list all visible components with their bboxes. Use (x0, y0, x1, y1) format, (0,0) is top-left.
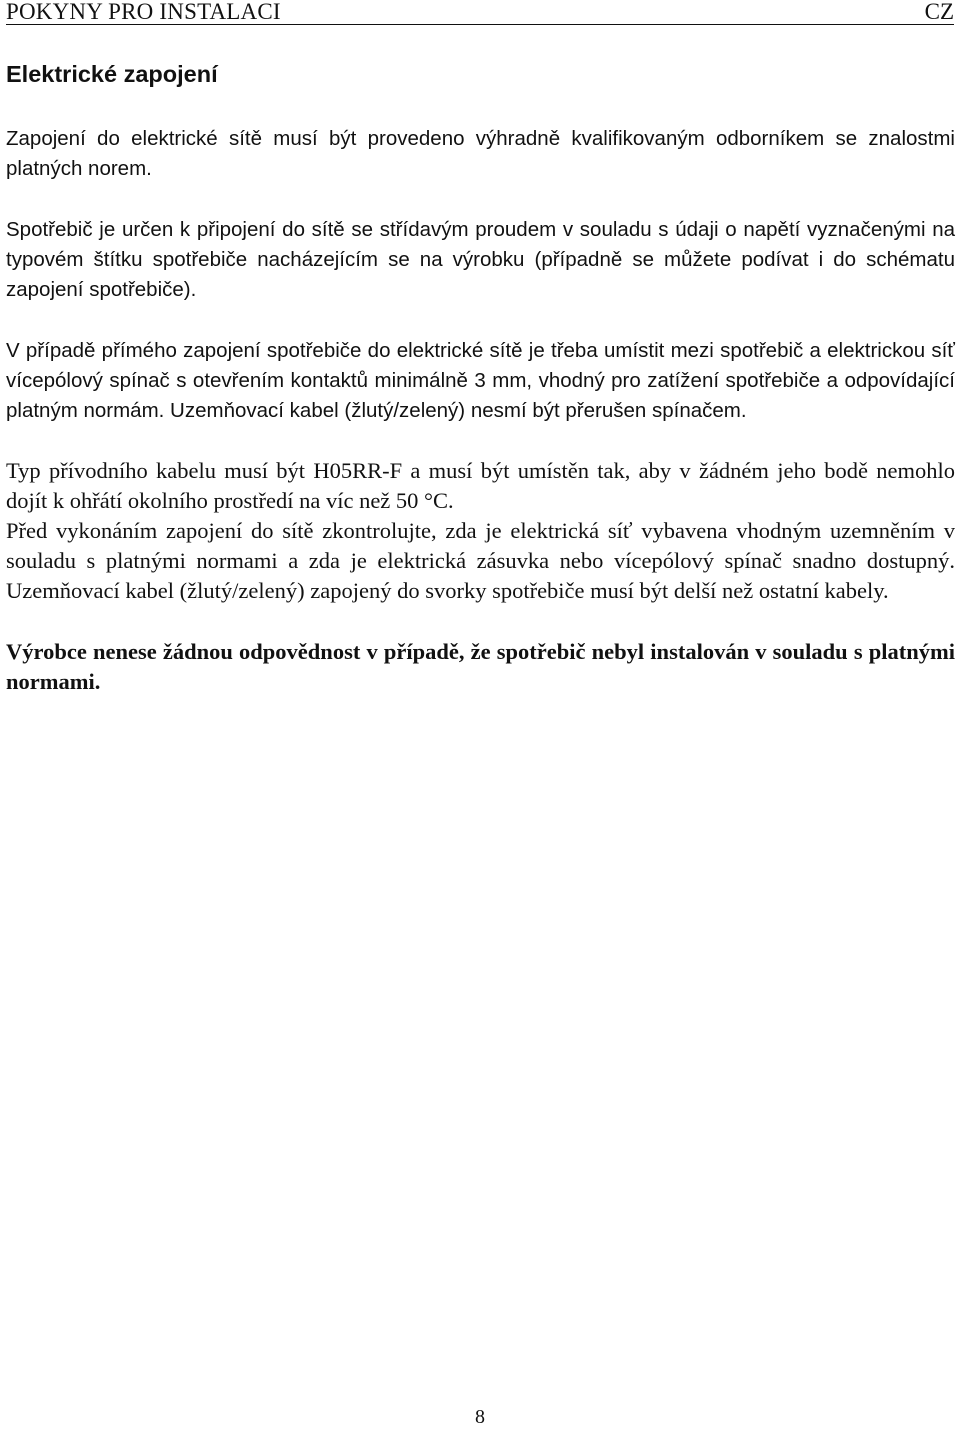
paragraph-cable-type: Typ přívodního kabelu musí být H05RR-F a musí být umístěn tak, aby v žádném jeho bodě nemohlo dojít k ohřátí okolního prostředí na víc než 50 °C. (6, 458, 955, 513)
paragraph-voltage-rating: Spotřebič je určen k připojení do sítě se střídavým proudem v souladu s údaji o napětí vyznačenými na typovém štítku spotřebiče nacházejícím se na výrobku (případně se můžete podívat i do schématu zapojení spotřebiče). (6, 218, 955, 301)
paragraph-multipole-switch: V případě přímého zapojení spotřebiče do elektrické sítě je třeba umístit mezi spotřebič a elektrickou síť vícepólový spínač s otevřením kontaktů minimálně 3 mm, vhodný pro zatížení spotřebiče a odpovídající platným normám. Uzemňovací kabel (žlutý/zelený) nesmí být přerušen spínačem. (6, 339, 955, 422)
document-body (6, 124, 955, 697)
header-language: CZ (924, 0, 954, 24)
header-title: POKYNY PRO INSTALACI (6, 0, 281, 24)
paragraph-qualified-installer: Zapojení do elektrické sítě musí být provedeno výhradně kvalifikovaným odborníkem se znalostmi platných norem. (6, 127, 955, 180)
page-number: 8 (475, 1406, 485, 1428)
paragraph-manufacturer-disclaimer: Výrobce nenese žádnou odpovědnost v případě, že spotřebič nebyl instalován v souladu s platnými normami. (6, 639, 955, 694)
section-title: Elektrické zapojení (6, 61, 218, 87)
page-header (6, 0, 954, 25)
paragraph-grounding-check: Před vykonáním zapojení do sítě zkontrolujte, zda je elektrická síť vybavena vhodným uzemněním v souladu s platnými normami a zda je elektrická zásuvka nebo vícepólový spínač snadno dostupný. Uzemňovací kabel (žlutý/zelený) zapojený do svorky spotřebiče musí být delší než ostatní kabely. (6, 518, 955, 603)
